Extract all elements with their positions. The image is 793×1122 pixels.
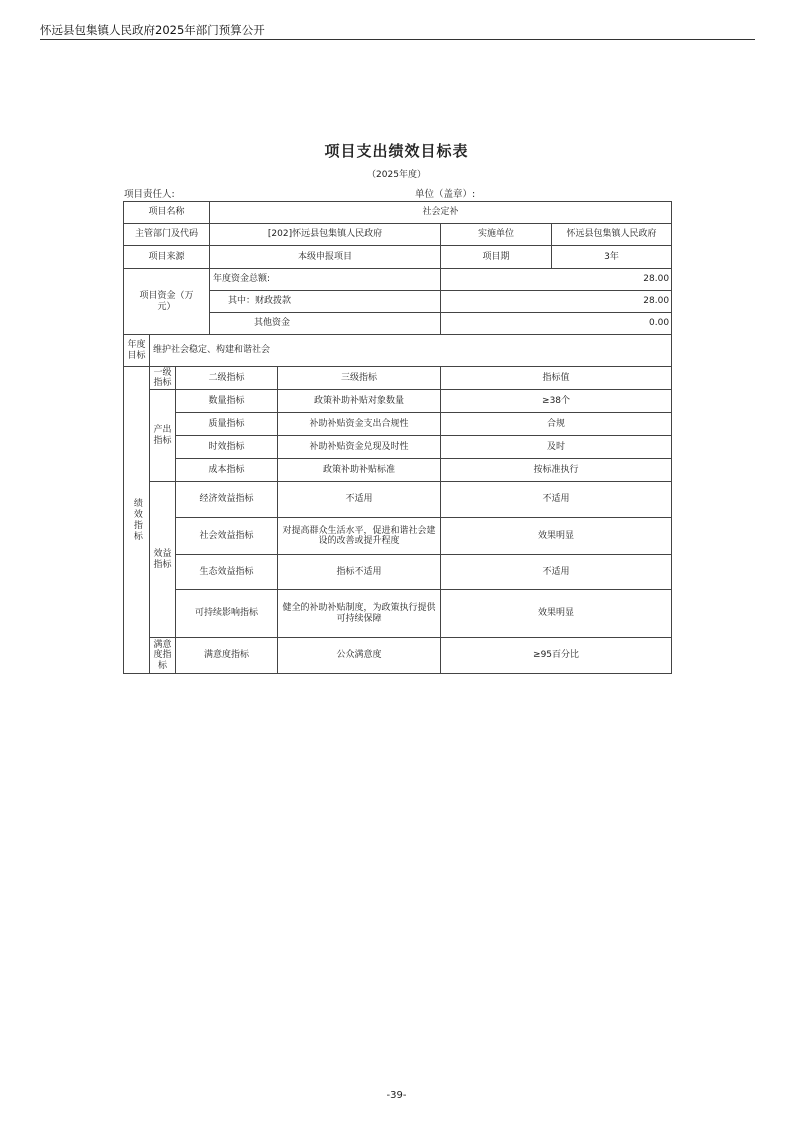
header-rule bbox=[40, 39, 755, 40]
table-row bbox=[124, 390, 672, 413]
table-row bbox=[124, 638, 672, 674]
document-year: （2025年度） bbox=[367, 170, 426, 180]
table-row bbox=[124, 482, 672, 518]
value-cell: 及时 bbox=[441, 436, 672, 459]
period-label: 项目期 bbox=[441, 246, 552, 269]
value-cell: ≥38个 bbox=[441, 390, 672, 413]
level3-cell: 公众满意度 bbox=[278, 638, 441, 674]
dept-value: [202]怀远县包集镇人民政府 bbox=[210, 224, 441, 246]
level2-cell: 经济效益指标 bbox=[176, 482, 278, 518]
level2-cell: 数量指标 bbox=[176, 390, 278, 413]
funds-total-value: 28.00 bbox=[441, 269, 672, 291]
project-name-label: 项目名称 bbox=[124, 202, 210, 224]
annual-goal-value: 维护社会稳定、构建和谐社会 bbox=[150, 335, 672, 367]
table-row bbox=[124, 459, 672, 482]
document-title: 项目支出绩效目标表 bbox=[324, 142, 469, 160]
funds-other-label: 其他资金 bbox=[210, 313, 441, 335]
satisfaction-indicators-label: 满意度指标 bbox=[150, 638, 176, 674]
level3-cell: 补助补贴资金兑现及时性 bbox=[278, 436, 441, 459]
level1-header: 一级指标 bbox=[150, 367, 176, 390]
level2-header: 二级指标 bbox=[176, 367, 278, 390]
source-label: 项目来源 bbox=[124, 246, 210, 269]
table-row bbox=[124, 335, 672, 367]
value-cell: 按标准执行 bbox=[441, 459, 672, 482]
value-cell: 不适用 bbox=[441, 555, 672, 590]
level2-cell: 成本指标 bbox=[176, 459, 278, 482]
table-row bbox=[124, 202, 672, 224]
level3-header: 三级指标 bbox=[278, 367, 441, 390]
level2-cell: 可持续影响指标 bbox=[176, 590, 278, 638]
level2-cell: 满意度指标 bbox=[176, 638, 278, 674]
benefit-indicators-label: 效益指标 bbox=[150, 482, 176, 638]
unit-seal-label: 单位（盖章）: bbox=[415, 189, 476, 200]
dept-label: 主管部门及代码 bbox=[124, 224, 210, 246]
table-row bbox=[124, 590, 672, 638]
table-row bbox=[124, 436, 672, 459]
funds-fiscal-label: 其中：财政拨款 bbox=[210, 291, 441, 313]
table-row bbox=[124, 413, 672, 436]
level2-cell: 社会效益指标 bbox=[176, 518, 278, 555]
level2-cell: 生态效益指标 bbox=[176, 555, 278, 590]
table-row bbox=[124, 367, 672, 390]
table-row bbox=[124, 269, 672, 291]
table-row bbox=[124, 555, 672, 590]
value-cell: ≥95百分比 bbox=[441, 638, 672, 674]
performance-goal-table bbox=[123, 201, 672, 674]
table-row bbox=[124, 224, 672, 246]
funds-label: 项目资金（万元） bbox=[124, 269, 210, 335]
level3-cell: 政策补助补贴对象数量 bbox=[278, 390, 441, 413]
level3-cell: 健全的补助补贴制度，为政策执行提供可持续保障 bbox=[278, 590, 441, 638]
page-header: 怀远县包集镇人民政府2025年部门预算公开 bbox=[40, 23, 265, 37]
table-row bbox=[124, 246, 672, 269]
impl-unit-value: 怀远县包集镇人民政府 bbox=[552, 224, 672, 246]
funds-other-value: 0.00 bbox=[441, 313, 672, 335]
value-cell: 合规 bbox=[441, 413, 672, 436]
funds-total-label: 年度资金总额: bbox=[210, 269, 441, 291]
impl-unit-label: 实施单位 bbox=[441, 224, 552, 246]
level2-cell: 质量指标 bbox=[176, 413, 278, 436]
table-row bbox=[124, 518, 672, 555]
page-number: -39- bbox=[386, 1090, 407, 1101]
value-cell: 不适用 bbox=[441, 482, 672, 518]
value-cell: 效果明显 bbox=[441, 590, 672, 638]
level2-cell: 时效指标 bbox=[176, 436, 278, 459]
level3-cell: 对提高群众生活水平，促进和谐社会建设的改善或提升程度 bbox=[278, 518, 441, 555]
level3-cell: 指标不适用 bbox=[278, 555, 441, 590]
level3-cell: 补助补贴资金支出合规性 bbox=[278, 413, 441, 436]
output-indicators-label: 产出指标 bbox=[150, 390, 176, 482]
source-value: 本级申报项目 bbox=[210, 246, 441, 269]
value-cell: 效果明显 bbox=[441, 518, 672, 555]
project-name-value: 社会定补 bbox=[210, 202, 672, 224]
responsible-label: 项目责任人: bbox=[124, 189, 175, 200]
level3-cell: 政策补助补贴标准 bbox=[278, 459, 441, 482]
annual-goal-label: 年度目标 bbox=[124, 335, 150, 367]
level3-cell: 不适用 bbox=[278, 482, 441, 518]
funds-fiscal-value: 28.00 bbox=[441, 291, 672, 313]
performance-indicators-label: 绩效指标 bbox=[124, 367, 150, 674]
period-value: 3年 bbox=[552, 246, 672, 269]
value-header: 指标值 bbox=[441, 367, 672, 390]
